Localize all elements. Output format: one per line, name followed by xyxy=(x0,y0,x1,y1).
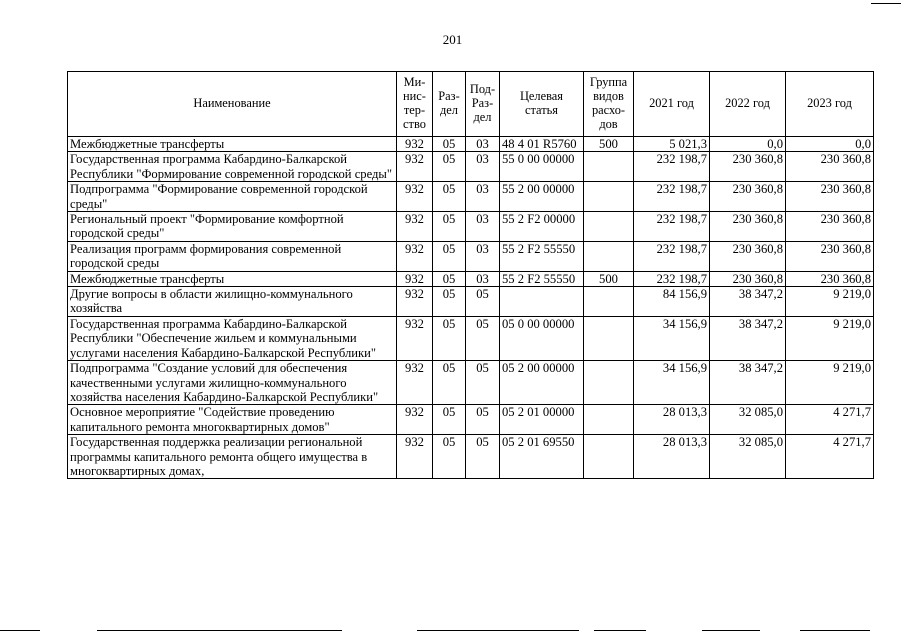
cell-target: 55 2 F2 55550 xyxy=(500,241,584,271)
cell-target: 05 2 00 00000 xyxy=(500,361,584,405)
cell-2021: 34 156,9 xyxy=(634,316,710,360)
cell-ministry: 932 xyxy=(397,405,433,435)
cell-section: 05 xyxy=(433,137,466,152)
cell-name: Государственная программа Кабардино-Балкарской Республики "Обеспечение жильем и коммунальными услугами населения Кабардино-Балкарской Республики" xyxy=(68,316,397,360)
cell-section: 05 xyxy=(433,361,466,405)
cell-ministry: 932 xyxy=(397,361,433,405)
cell-ministry: 932 xyxy=(397,287,433,317)
cell-2023: 9 219,0 xyxy=(786,316,874,360)
cell-group xyxy=(584,316,634,360)
table-header-row xyxy=(68,72,874,137)
cell-subsection: 03 xyxy=(466,241,500,271)
header-target: Целевая статья xyxy=(500,72,584,137)
budget-table xyxy=(67,71,874,479)
cell-target: 05 2 01 69550 xyxy=(500,435,584,479)
cell-2022: 38 347,2 xyxy=(710,316,786,360)
cell-ministry: 932 xyxy=(397,212,433,242)
cell-2022: 230 360,8 xyxy=(710,271,786,286)
cell-name: Межбюджетные трансферты xyxy=(68,271,397,286)
cell-ministry: 932 xyxy=(397,241,433,271)
table-row xyxy=(68,271,874,286)
cell-subsection: 03 xyxy=(466,212,500,242)
cell-2022: 38 347,2 xyxy=(710,287,786,317)
cell-2023: 4 271,7 xyxy=(786,405,874,435)
cell-2021: 34 156,9 xyxy=(634,361,710,405)
cell-target: 55 2 F2 55550 xyxy=(500,271,584,286)
cell-subsection: 05 xyxy=(466,316,500,360)
cell-2021: 28 013,3 xyxy=(634,405,710,435)
cell-2023: 230 360,8 xyxy=(786,241,874,271)
cell-group: 500 xyxy=(584,137,634,152)
cell-target: 05 0 00 00000 xyxy=(500,316,584,360)
cell-name: Другие вопросы в области жилищно-коммунального хозяйства xyxy=(68,287,397,317)
cell-name: Региональный проект "Формирование комфортной городской среды" xyxy=(68,212,397,242)
cell-group xyxy=(584,152,634,182)
table-row xyxy=(68,137,874,152)
cell-name: Межбюджетные трансферты xyxy=(68,137,397,152)
cell-name: Государственная поддержка реализации региональной программы капитального ремонта общего имущества в многоквартирных домах, xyxy=(68,435,397,479)
cell-section: 05 xyxy=(433,435,466,479)
cell-subsection: 03 xyxy=(466,152,500,182)
cell-subsection: 05 xyxy=(466,435,500,479)
table-row xyxy=(68,212,874,242)
table-row xyxy=(68,316,874,360)
cell-group xyxy=(584,182,634,212)
cell-section: 05 xyxy=(433,287,466,317)
cell-subsection: 05 xyxy=(466,287,500,317)
cell-2022: 0,0 xyxy=(710,137,786,152)
cell-2022: 230 360,8 xyxy=(710,212,786,242)
cell-target: 48 4 01 R5760 xyxy=(500,137,584,152)
cell-section: 05 xyxy=(433,316,466,360)
cell-2023: 4 271,7 xyxy=(786,435,874,479)
cell-subsection: 05 xyxy=(466,361,500,405)
cell-2022: 32 085,0 xyxy=(710,405,786,435)
cell-target: 55 2 00 00000 xyxy=(500,182,584,212)
cell-ministry: 932 xyxy=(397,271,433,286)
cell-section: 05 xyxy=(433,271,466,286)
cell-ministry: 932 xyxy=(397,316,433,360)
cell-ministry: 932 xyxy=(397,152,433,182)
cell-2023: 0,0 xyxy=(786,137,874,152)
header-2021: 2021 год xyxy=(634,72,710,137)
cell-2023: 230 360,8 xyxy=(786,152,874,182)
cell-section: 05 xyxy=(433,405,466,435)
cell-group xyxy=(584,361,634,405)
cell-2023: 9 219,0 xyxy=(786,361,874,405)
cell-subsection: 03 xyxy=(466,182,500,212)
table-row xyxy=(68,361,874,405)
cell-group xyxy=(584,241,634,271)
cell-2021: 84 156,9 xyxy=(634,287,710,317)
cell-2021: 232 198,7 xyxy=(634,182,710,212)
cell-2022: 230 360,8 xyxy=(710,241,786,271)
table-row xyxy=(68,241,874,271)
page-number: 201 xyxy=(442,32,463,47)
cell-name: Подпрограмма "Формирование современной городской среды" xyxy=(68,182,397,212)
cell-group xyxy=(584,435,634,479)
cell-target: 55 2 F2 00000 xyxy=(500,212,584,242)
cell-target: 05 2 01 00000 xyxy=(500,405,584,435)
cell-ministry: 932 xyxy=(397,182,433,212)
table-row xyxy=(68,182,874,212)
header-2022: 2022 год xyxy=(710,72,786,137)
cell-name: Основное мероприятие "Содействие проведению капитального ремонта многоквартирных домов" xyxy=(68,405,397,435)
cell-group xyxy=(584,212,634,242)
cell-section: 05 xyxy=(433,241,466,271)
cell-ministry: 932 xyxy=(397,435,433,479)
footer-signature-lines xyxy=(0,630,905,636)
cell-section: 05 xyxy=(433,212,466,242)
cell-2021: 232 198,7 xyxy=(634,271,710,286)
cell-section: 05 xyxy=(433,182,466,212)
cell-2022: 32 085,0 xyxy=(710,435,786,479)
cell-group: 500 xyxy=(584,271,634,286)
cell-2021: 28 013,3 xyxy=(634,435,710,479)
header-group: Группа видов расхо- дов xyxy=(584,72,634,137)
header-2023: 2023 год xyxy=(786,72,874,137)
cell-2023: 230 360,8 xyxy=(786,271,874,286)
cell-subsection: 03 xyxy=(466,137,500,152)
cell-target: 55 0 00 00000 xyxy=(500,152,584,182)
cell-name: Реализация программ формирования современной городской среды xyxy=(68,241,397,271)
cell-2021: 232 198,7 xyxy=(634,241,710,271)
cell-2021: 5 021,3 xyxy=(634,137,710,152)
cell-target xyxy=(500,287,584,317)
table-row xyxy=(68,287,874,317)
cell-2021: 232 198,7 xyxy=(634,212,710,242)
header-subsection: Под- Раз- дел xyxy=(466,72,500,137)
cell-2022: 230 360,8 xyxy=(710,152,786,182)
scan-edge-mark xyxy=(871,3,901,4)
header-section: Раз- дел xyxy=(433,72,466,137)
cell-group xyxy=(584,405,634,435)
cell-2022: 38 347,2 xyxy=(710,361,786,405)
header-name: Наименование xyxy=(68,72,397,137)
cell-2023: 230 360,8 xyxy=(786,212,874,242)
table-row xyxy=(68,405,874,435)
cell-2021: 232 198,7 xyxy=(634,152,710,182)
cell-subsection: 05 xyxy=(466,405,500,435)
table-row xyxy=(68,152,874,182)
cell-2023: 230 360,8 xyxy=(786,182,874,212)
cell-group xyxy=(584,287,634,317)
table-row xyxy=(68,435,874,479)
cell-ministry: 932 xyxy=(397,137,433,152)
cell-section: 05 xyxy=(433,152,466,182)
header-ministry: Ми- нис- тер- ство xyxy=(397,72,433,137)
cell-2022: 230 360,8 xyxy=(710,182,786,212)
cell-2023: 9 219,0 xyxy=(786,287,874,317)
cell-name: Подпрограмма "Создание условий для обеспечения качественными услугами жилищно-коммунального хозяйства населения Кабардино-Балкарской Республики" xyxy=(68,361,397,405)
cell-name: Государственная программа Кабардино-Балкарской Республики "Формирование современной городской среды" xyxy=(68,152,397,182)
cell-subsection: 03 xyxy=(466,271,500,286)
